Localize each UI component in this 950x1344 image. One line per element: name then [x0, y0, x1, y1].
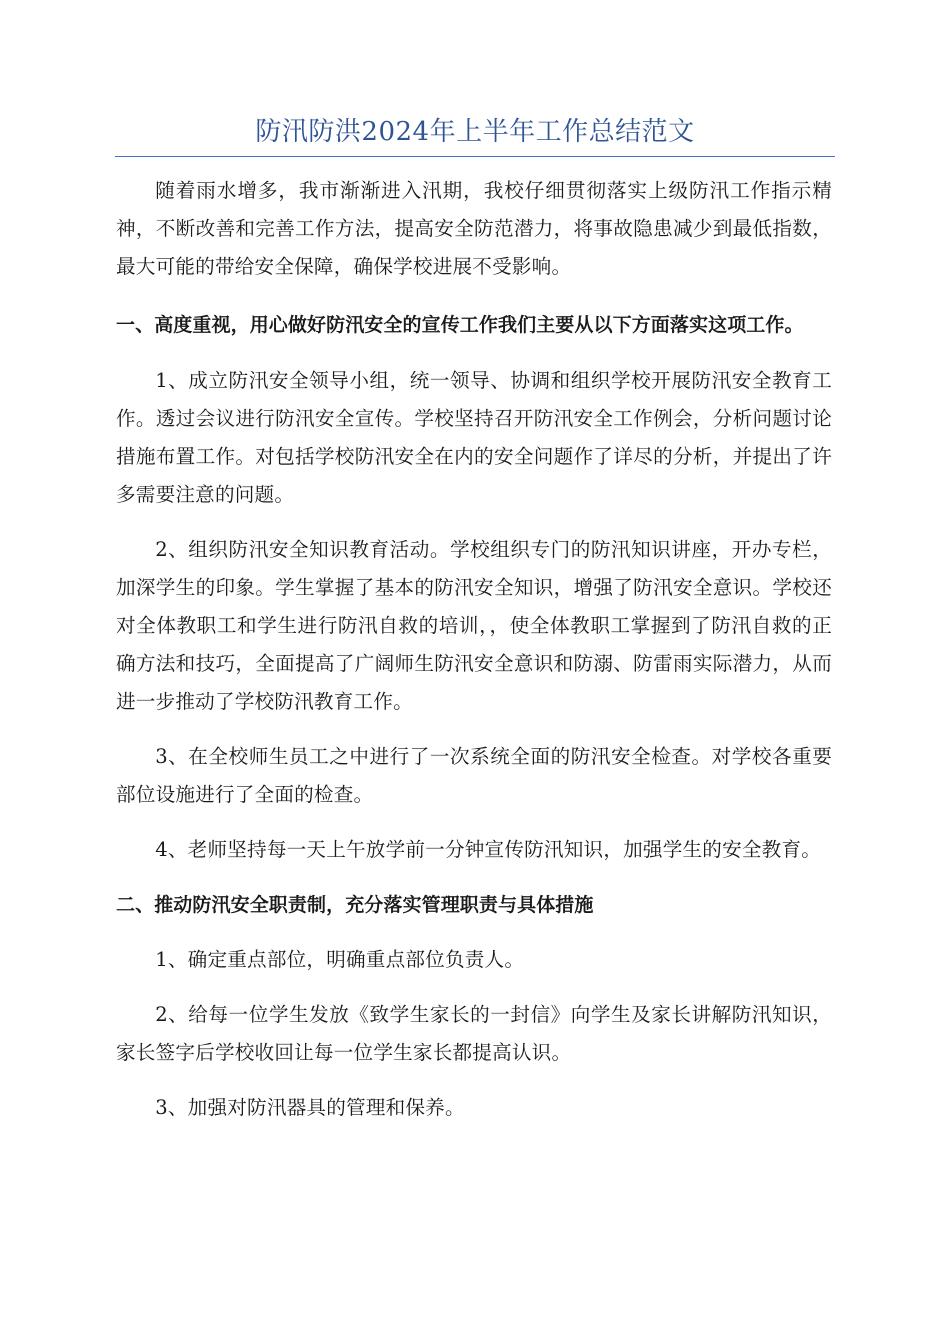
document-title: 防汛防洪2024年上半年工作总结范文 — [255, 117, 695, 147]
section-heading-2: 二、推动防汛安全职责制，充分落实管理职责与具体措施 — [116, 894, 594, 916]
title-block — [115, 112, 835, 157]
document-body — [116, 172, 832, 1144]
section-2-paragraph-1: 1、确定重点部位，明确重点部位负责人。 — [155, 948, 525, 971]
section-2-paragraph-2: 2、给每一位学生发放《致学生家长的一封信》向学生及家长讲解防汛知识，家长签字后学校收回让每一位学生家长都提高认识。 — [116, 1003, 832, 1064]
section-1-paragraph-3: 3、在全校师生员工之中进行了一次系统全面的防汛安全检查。对学校各重要部位设施进行了全面的检查。 — [116, 745, 832, 806]
intro-paragraph: 随着雨水增多，我市渐渐进入汛期，我校仔细贯彻落实上级防汛工作指示精神，不断改善和完善工作方法，提高安全防范潜力，将事故隐患减少到最低指数，最大可能的带给安全保障，确保学校进展不受影响。 — [116, 179, 832, 278]
section-1-paragraph-1: 1、成立防汛安全领导小组，统一领导、协调和组织学校开展防汛安全教育工作。透过会议进行防汛安全宣传。学校坚持召开防汛安全工作例会，分析问题讨论措施布置工作。对包括学校防汛安全在内的安全问题作了详尽的分析，并提出了许多需要注意的问题。 — [116, 369, 832, 506]
section-1-paragraph-4: 4、老师坚持每一天上午放学前一分钟宣传防汛知识，加强学生的安全教育。 — [155, 838, 822, 861]
section-heading-1: 一、高度重视，用心做好防汛安全的宣传工作我们主要从以下方面落实这项工作。 — [116, 314, 804, 336]
section-1-paragraph-2: 2、组织防汛安全知识教育活动。学校组织专门的防汛知识讲座，开办专栏，加深学生的印象。学生掌握了基本的防汛安全知识，增强了防汛安全意识。学校还对全体教职工和学生进行防汛自救的培训，，使全体教职工掌握到了防汛自救的正确方法和技巧，全面提高了广阔师生防汛安全意识和防溺、防雷雨实际潜力，从而进一步推动了学校防汛教育工作。 — [116, 538, 832, 713]
section-2-paragraph-3: 3、加强对防汛器具的管理和保养。 — [155, 1096, 465, 1119]
